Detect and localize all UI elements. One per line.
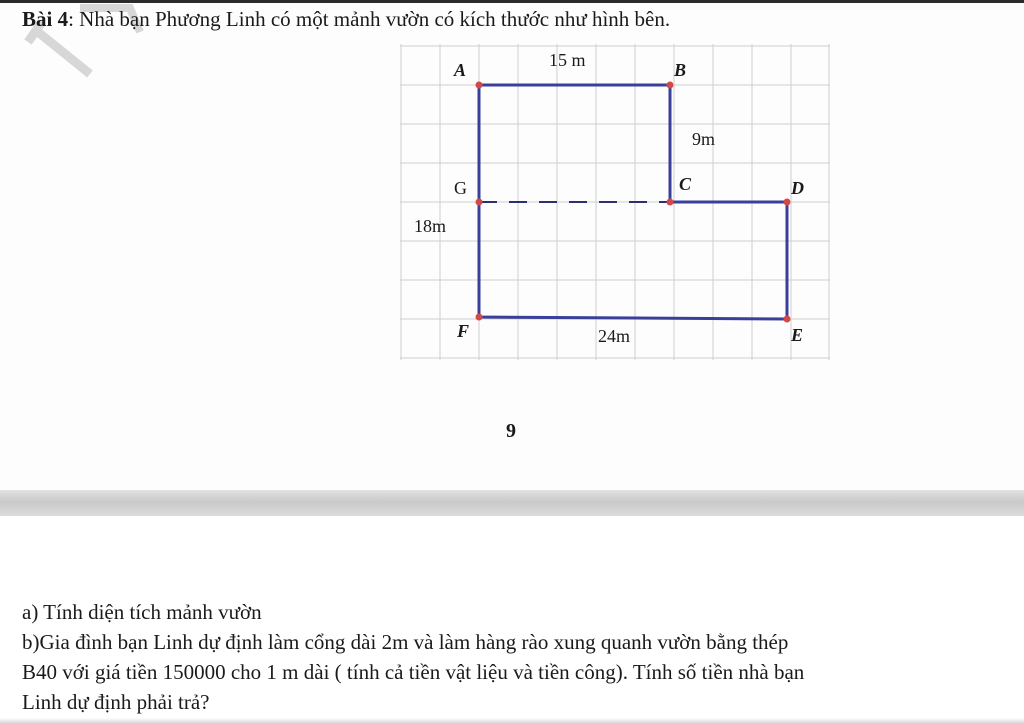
page-separator <box>0 490 1024 516</box>
vertex-f <box>476 314 483 321</box>
dimension-fe: 24m <box>598 326 631 346</box>
vertex-a <box>476 82 483 89</box>
question-b-line-2: B40 với giá tiền 150000 cho 1 m dài ( tính cả tiền vật liệu và tiền công). Tính số tiền nhà bạn <box>22 660 805 684</box>
label-a: A <box>454 60 467 80</box>
label-f: F <box>457 321 470 341</box>
page-number: 9 <box>506 420 516 442</box>
dimension-ab: 15 m <box>549 50 586 70</box>
problem-title <box>22 6 670 32</box>
question-b <box>22 627 1022 717</box>
problem-statement: : Nhà bạn Phương Linh có một mảnh vườn có kích thước như hình bên. <box>68 7 671 31</box>
dimension-bc: 9m <box>692 129 716 149</box>
bottom-shadow <box>0 718 1024 723</box>
vertex-e <box>784 316 791 323</box>
vertex-d <box>784 199 791 206</box>
label-e: E <box>791 325 804 345</box>
vertex-b <box>667 82 674 89</box>
label-b: B <box>674 60 687 80</box>
question-a: a) Tính diện tích mảnh vườn <box>22 600 262 624</box>
dimension-gf: 18m <box>414 216 447 236</box>
vertex-c <box>667 199 674 206</box>
question-b-line-1: b)Gia đình bạn Linh dự định làm cổng dài 2m và làm hàng rào xung quanh vườn bằng thép <box>22 630 789 654</box>
label-g: G <box>454 178 467 198</box>
vertex-g <box>476 199 483 206</box>
label-d: D <box>791 178 804 198</box>
top-rule <box>0 0 1024 3</box>
label-c: C <box>679 174 692 194</box>
problem-number: Bài 4 <box>22 7 69 31</box>
garden-figure <box>400 44 832 362</box>
question-b-line-3: Linh dự định phải trả? <box>22 690 210 714</box>
